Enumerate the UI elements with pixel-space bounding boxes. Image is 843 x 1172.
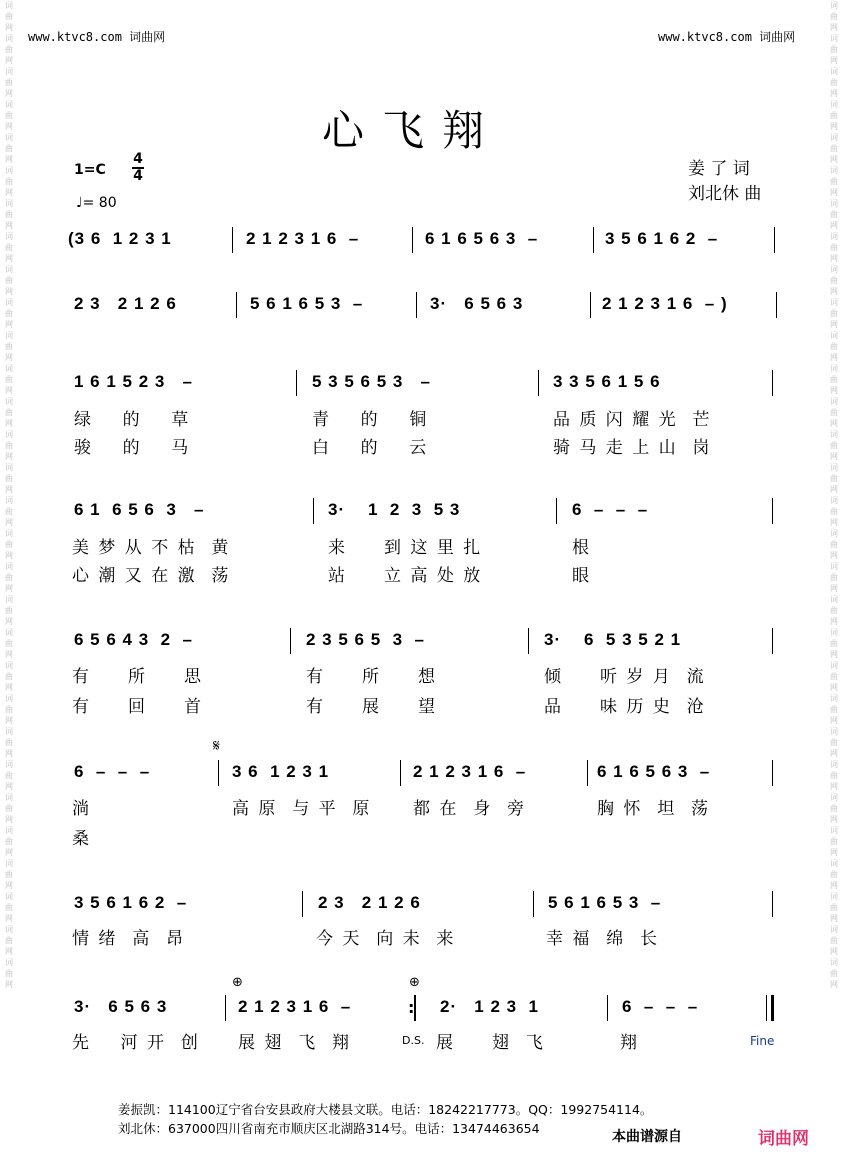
line6-lyric1-d: 胸 怀 坦 荡 bbox=[597, 799, 711, 819]
line6-lyric2-a: 桑 bbox=[72, 829, 91, 849]
line3-lyric2-c: 骑 马 走 上 山 岗 bbox=[553, 438, 712, 458]
line5-measure2: 2 3 5 6 5 3 – bbox=[306, 630, 425, 649]
line5-lyric1-c: 倾 听 岁 月 流 bbox=[544, 667, 706, 687]
line8-measure3: 2· 1 2 3 1 bbox=[440, 997, 539, 1016]
header-url-right[interactable]: www.ktvc8.com 词曲网 bbox=[658, 30, 796, 44]
line2-measure4: 2 1 2 3 1 6 – ) bbox=[602, 294, 728, 313]
barline bbox=[593, 227, 594, 253]
barline bbox=[774, 227, 775, 253]
line5-lyric2-c: 品 味 历 史 沧 bbox=[544, 697, 706, 717]
line3-lyric2-b: 白 的 云 bbox=[312, 438, 429, 458]
line8-lyric1-a: 先 河 开 创 bbox=[72, 1033, 200, 1053]
line6-lyric1-c: 都 在 身 旁 bbox=[413, 799, 527, 819]
barline bbox=[772, 628, 773, 654]
quarter-note-icon: ♩ bbox=[76, 195, 83, 211]
barline bbox=[607, 995, 608, 1021]
barline bbox=[400, 760, 401, 786]
line4-lyric1-a: 美 梦 从 不 枯 黄 bbox=[72, 538, 231, 558]
barline bbox=[296, 370, 297, 396]
site-logo[interactable]: 词曲网 bbox=[758, 1129, 809, 1149]
time-denominator: 4 bbox=[133, 168, 143, 184]
line6-measure2: 3 6 1 2 3 1 bbox=[232, 762, 330, 781]
line3-lyric1-a: 绿 的 草 bbox=[74, 410, 191, 430]
barline bbox=[232, 227, 233, 253]
tempo-marking bbox=[76, 195, 117, 211]
line3-measure1: 1 6 1 5 2 3 – bbox=[74, 372, 193, 391]
line1-measure3: 6 1 6 5 6 3 – bbox=[425, 229, 539, 248]
line8-lyric1-c: 展 翅 飞 bbox=[436, 1033, 545, 1053]
line1-measure2: 2 1 2 3 1 6 – bbox=[246, 229, 360, 248]
line6-measure4: 6 1 6 5 6 3 – bbox=[597, 762, 711, 781]
composer: 刘北休 曲 bbox=[688, 184, 762, 204]
final-barline-thick bbox=[771, 995, 774, 1021]
line8-lyric1-d: 翔 bbox=[620, 1033, 639, 1053]
barline bbox=[556, 498, 557, 524]
final-barline-thin bbox=[766, 995, 767, 1021]
header-url-left[interactable]: www.ktvc8.com 词曲网 bbox=[28, 30, 166, 44]
barline bbox=[236, 292, 237, 318]
line4-lyric1-b: 来 到 这 里 扎 bbox=[328, 538, 483, 558]
line7-measure3: 5 6 1 6 5 3 – bbox=[548, 893, 662, 912]
ds-marking: D.S. bbox=[402, 1034, 425, 1047]
line7-lyric1-b: 今 天 向 未 来 bbox=[316, 929, 456, 949]
line6-measure1: 6 – – – bbox=[74, 762, 151, 781]
barline bbox=[590, 292, 591, 318]
line1-measure1: (3 6 1 2 3 1 bbox=[68, 229, 172, 248]
line2-measure3: 3· 6 5 6 3 bbox=[430, 294, 524, 313]
line6-measure3: 2 1 2 3 1 6 – bbox=[413, 762, 527, 781]
line8-measure4: 6 – – – bbox=[622, 997, 699, 1016]
barline bbox=[313, 498, 314, 524]
line3-lyric1-b: 青 的 铜 bbox=[312, 410, 429, 430]
line4-measure3: 6 – – – bbox=[572, 500, 649, 519]
line4-lyric2-c: 眼 bbox=[572, 566, 591, 586]
source-label: 本曲谱源自 bbox=[612, 1129, 682, 1145]
line5-lyric2-a: 有 回 首 bbox=[72, 697, 204, 717]
fine-marking: Fine bbox=[750, 1034, 775, 1048]
left-watermark: 词曲网词曲网词曲网词曲网词曲网词曲网词曲网词曲网词曲网词曲网词曲网词曲网词曲网词曲网词曲网词曲网词曲网词曲网词曲网词曲网词曲网词曲网词曲网词曲网词曲网词曲网词曲网词曲网词曲网词曲网 bbox=[5, 1, 13, 989]
line5-measure3: 3· 6 5 3 5 2 1 bbox=[544, 630, 682, 649]
barline bbox=[218, 760, 219, 786]
barline bbox=[412, 227, 413, 253]
right-watermark: 词曲网词曲网词曲网词曲网词曲网词曲网词曲网词曲网词曲网词曲网词曲网词曲网词曲网词曲网词曲网词曲网词曲网词曲网词曲网词曲网词曲网词曲网词曲网词曲网词曲网词曲网词曲网词曲网词曲网词曲网 bbox=[830, 1, 838, 989]
line8-measure2: 2 1 2 3 1 6 – bbox=[238, 997, 352, 1016]
line2-measure1: 2 3 2 1 2 6 bbox=[74, 294, 177, 313]
line7-lyric1-c: 幸 福 绵 长 bbox=[546, 929, 660, 949]
line2-measure2: 5 6 1 6 5 3 – bbox=[250, 294, 364, 313]
coda-symbol: ⊕ bbox=[232, 975, 243, 990]
line3-measure2: 5 3 5 6 5 3 – bbox=[312, 372, 431, 391]
line7-lyric1-a: 情 绪 高 昂 bbox=[72, 929, 186, 949]
barline bbox=[302, 891, 303, 917]
barline bbox=[772, 891, 773, 917]
line3-lyric1-c: 品 质 闪 耀 光 芒 bbox=[553, 410, 712, 430]
lyricist: 姜 了 词 bbox=[688, 159, 750, 179]
line4-lyric1-c: 根 bbox=[572, 538, 591, 558]
line4-lyric2-a: 心 潮 又 在 激 荡 bbox=[72, 566, 231, 586]
line5-lyric1-a: 有 所 思 bbox=[72, 667, 204, 687]
segno-symbol: 𝄋 bbox=[213, 736, 220, 755]
line4-measure2: 3· 1 2 3 5 3 bbox=[328, 500, 461, 519]
line5-measure1: 6 5 6 4 3 2 – bbox=[74, 630, 193, 649]
repeat-dots: : bbox=[408, 998, 415, 1017]
double-barline bbox=[414, 995, 416, 1021]
line7-measure2: 2 3 2 1 2 6 bbox=[318, 893, 421, 912]
barline bbox=[533, 891, 534, 917]
barline bbox=[772, 760, 773, 786]
tempo-value: = 80 bbox=[82, 195, 117, 211]
time-signature bbox=[132, 152, 144, 184]
footer-composer-contact: 刘北休：637000四川省南充市顺庆区北湖路314号。电话：13474463654 bbox=[118, 1121, 540, 1136]
line6-lyric1-a: 淌 bbox=[72, 799, 91, 819]
line8-lyric1-b: 展 翅 飞 翔 bbox=[238, 1033, 352, 1053]
barline bbox=[225, 995, 226, 1021]
barline bbox=[290, 628, 291, 654]
line4-measure1: 6 1 6 5 6 3 – bbox=[74, 500, 205, 519]
line7-measure1: 3 5 6 1 6 2 – bbox=[74, 893, 188, 912]
song-title: 心飞翔 bbox=[322, 106, 503, 155]
line4-lyric2-b: 站 立 高 处 放 bbox=[328, 566, 483, 586]
line1-measure4: 3 5 6 1 6 2 – bbox=[605, 229, 719, 248]
barline bbox=[538, 370, 539, 396]
line5-lyric2-b: 有 展 望 bbox=[306, 697, 438, 717]
line8-measure1: 3· 6 5 6 3 bbox=[74, 997, 168, 1016]
line3-lyric2-a: 骏 的 马 bbox=[74, 438, 191, 458]
barline bbox=[776, 292, 777, 318]
line6-lyric1-b: 高 原 与 平 原 bbox=[232, 799, 372, 819]
barline bbox=[587, 760, 588, 786]
footer-lyricist-contact: 姜振凯：114100辽宁省台安县政府大楼县文联。电话：18242217773。QQ：1992754114。 bbox=[118, 1102, 653, 1117]
barline bbox=[772, 498, 773, 524]
coda-symbol: ⊕ bbox=[409, 975, 420, 990]
line3-measure3: 3 3 5 6 1 5 6 bbox=[553, 372, 661, 391]
barline bbox=[416, 292, 417, 318]
line5-lyric1-b: 有 所 想 bbox=[306, 667, 438, 687]
time-numerator: 4 bbox=[133, 151, 143, 167]
barline bbox=[772, 370, 773, 396]
key-signature: 1=C bbox=[74, 162, 106, 178]
barline bbox=[528, 628, 529, 654]
